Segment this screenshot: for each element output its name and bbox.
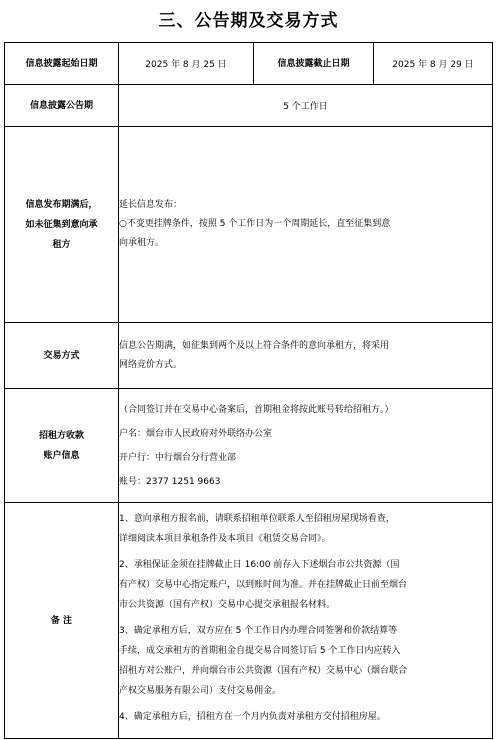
- remark-line: 2、承租保证金须在挂牌截止日 16:00 前存入下述烟台市公共资源（国: [119, 560, 400, 570]
- remark-line: 4、确定承租方后，招租方在一个月内负责对承租方交付招租房屋。: [119, 712, 386, 722]
- account-label: [5, 389, 119, 503]
- label-line: 如未征集到意向承: [25, 219, 98, 230]
- remark-line: 招租方对公账户，并向烟台市公共资源（国有产权）交易中心（烟台联合: [119, 666, 408, 676]
- end-date-label: 信息披露截止日期: [254, 43, 374, 85]
- disclosure-period-label: 信息披露公告期: [5, 85, 119, 127]
- remark-line: 3、确定承租方后，双方应在 5 个工作日内办理合同签署和价款结算等: [119, 626, 398, 636]
- content-line: 向承租方。: [119, 238, 165, 248]
- trade-method-content: [119, 323, 493, 389]
- content-line: 信息公告期满，如征集到两个及以上符合条件的意向承租方，将采用: [119, 340, 390, 351]
- end-date-value: 2025 年 8 月 29 日: [374, 43, 493, 85]
- account-content: [119, 389, 493, 503]
- remarks-label: 备 注: [5, 503, 119, 739]
- table-row: [5, 503, 493, 739]
- account-name: 户名：烟台市人民政府对外联络办公室: [119, 428, 273, 439]
- disclosure-period-value: 5 个工作日: [119, 85, 493, 127]
- table-row: [5, 85, 493, 127]
- content-line: ○不变更挂牌条件，按照 5 个工作日为一个周期延长，直至征集到意: [119, 219, 391, 229]
- remark-line: 1、意向承租方报名前，请联系招租单位联系人至招租房屋现场看查，: [119, 514, 395, 524]
- section-title: 三、公告期及交易方式: [158, 11, 339, 31]
- label-line: 招租方收款: [38, 430, 84, 441]
- account-note: （合同签订并在交易中心备案后，首期租金将按此账号转给招租方。）: [119, 404, 394, 415]
- table-row: [5, 389, 493, 503]
- table-row: [5, 127, 493, 323]
- table-row: [5, 43, 493, 85]
- account-bank: 开户行：中行烟台分行营业部: [119, 452, 237, 463]
- info-table: [4, 42, 493, 739]
- remark-line: 手续，成交承租方的首期租金自提交易合同签订后 5 个工作日内应转入: [119, 646, 401, 656]
- remark-line: 市公共资源（国有产权）交易中心提交承租报名材料。: [119, 600, 336, 610]
- start-date-value: 2025 年 8 月 25 日: [119, 43, 254, 85]
- remark-line: 有产权）交易中心指定账户，以到账时间为准。并在挂牌截止日前至烟台: [119, 580, 408, 590]
- remark-line: 详细阅读本项目承租条件及本项目《租赁交易合同》。: [119, 534, 331, 544]
- label-line: 信息发布期满后，: [25, 199, 98, 210]
- content-line: 网络竞价方式。: [119, 359, 183, 370]
- table-row: [5, 323, 493, 389]
- label-line: 租方: [52, 239, 71, 250]
- extension-content: [119, 127, 493, 323]
- content-line: 延长信息发布：: [119, 200, 183, 210]
- trade-method-label: 交易方式: [5, 323, 119, 389]
- account-number: 账号：2377 1251 9663: [119, 476, 221, 487]
- remarks-content: [119, 503, 493, 739]
- start-date-label: 信息披露起始日期: [5, 43, 119, 85]
- remark-line: 产权交易服务有限公司）支付交易佣金。: [119, 686, 282, 696]
- unfilled-label: [5, 127, 119, 323]
- label-line: 账户信息: [43, 450, 80, 461]
